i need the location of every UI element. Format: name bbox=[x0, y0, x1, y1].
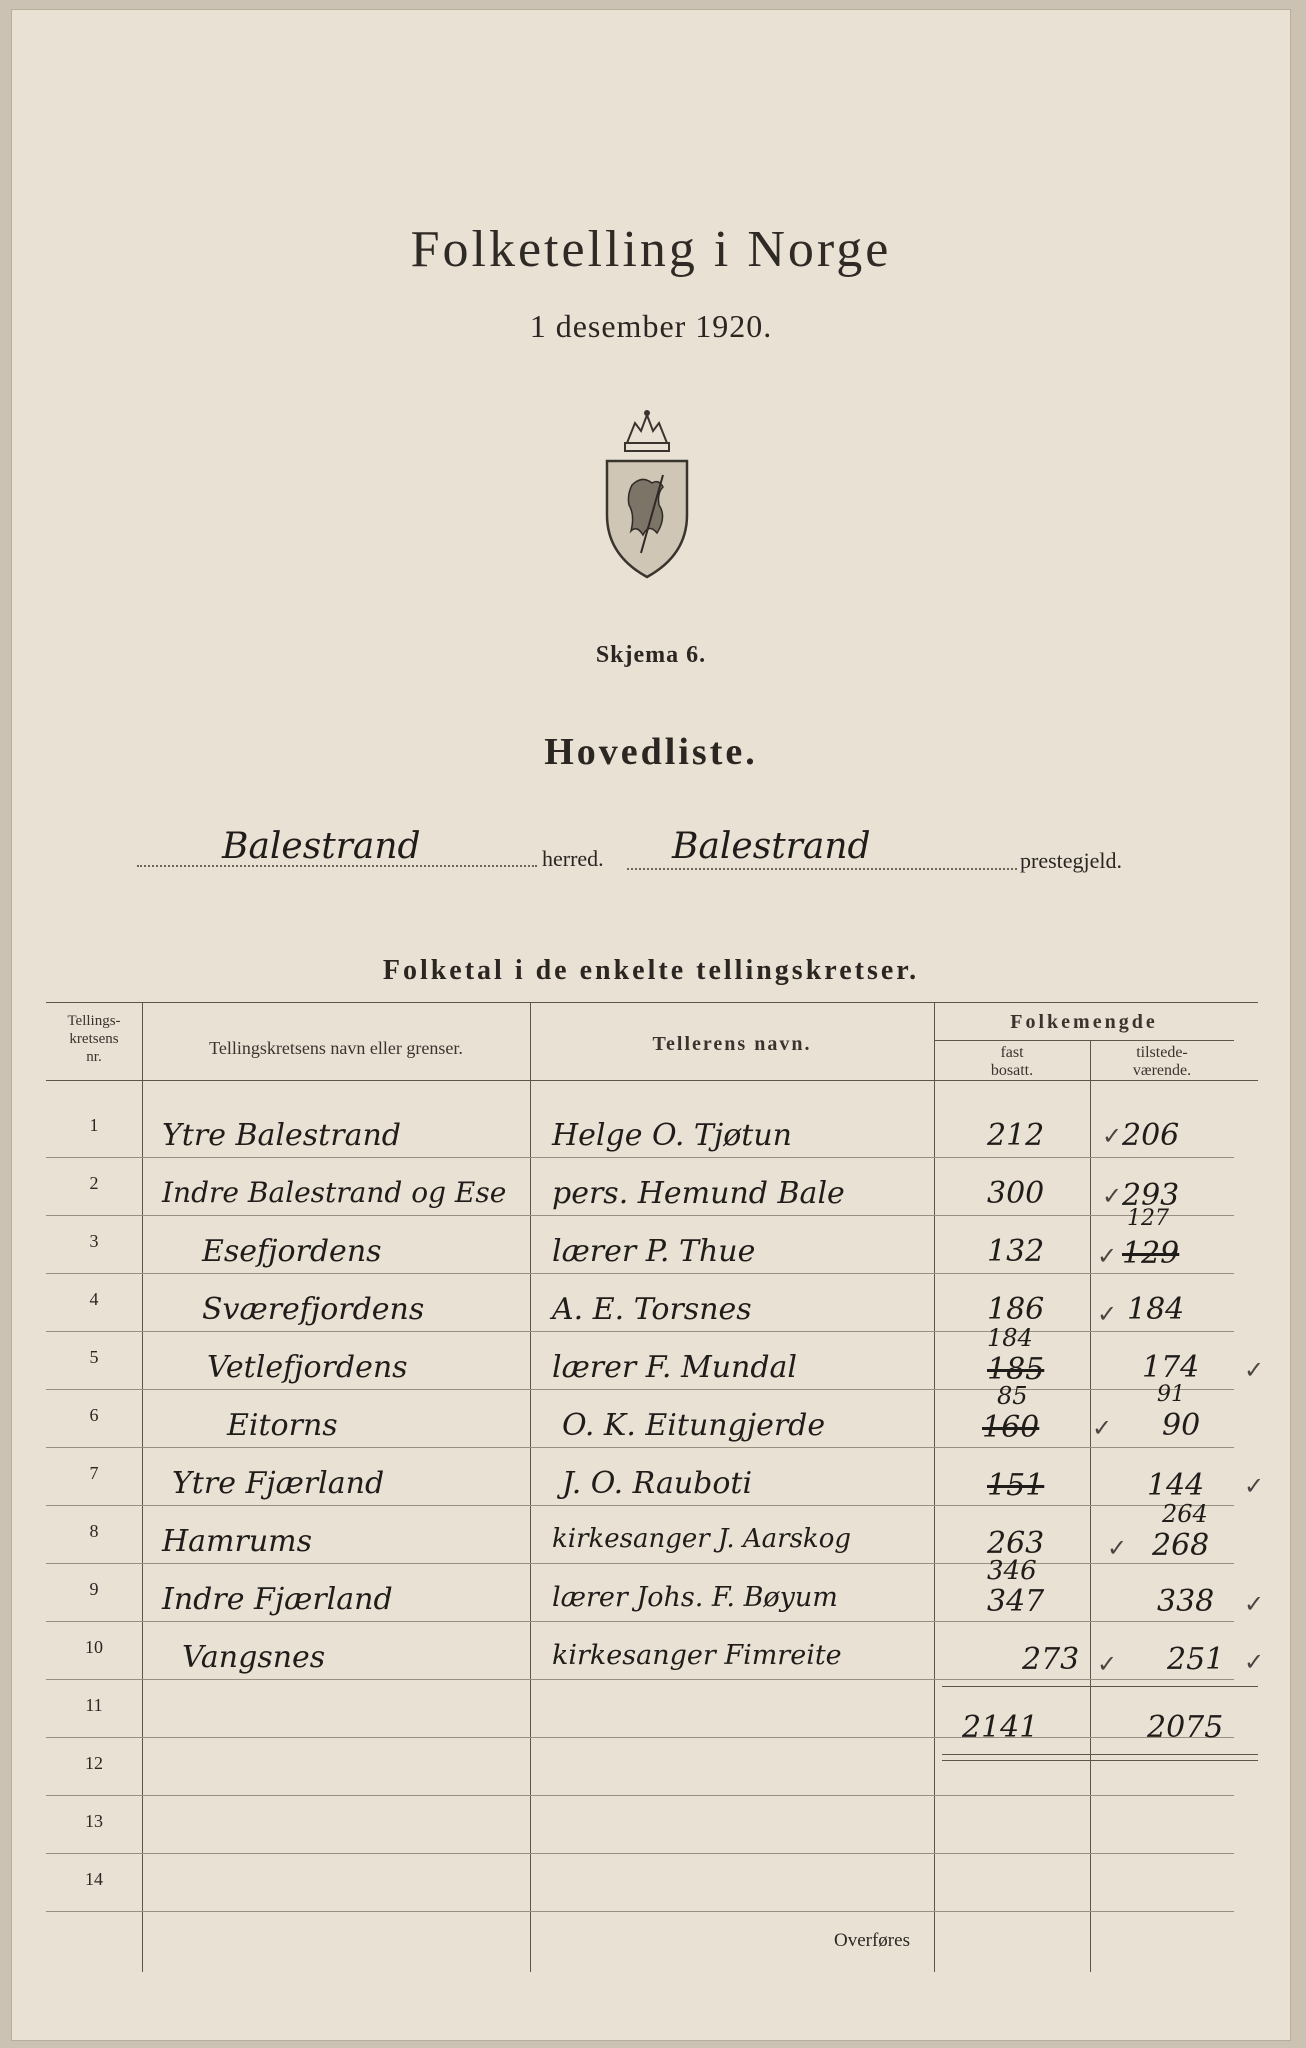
fast-bosatt-value: 132 bbox=[987, 1234, 1045, 1269]
row-nr: 5 bbox=[89, 1347, 99, 1367]
teller-name: kirkesanger Fimreite bbox=[552, 1640, 842, 1671]
district-name: Esefjordens bbox=[202, 1234, 382, 1269]
row-nr: 4 bbox=[89, 1289, 99, 1309]
fast-bosatt-correction: 346 bbox=[987, 1556, 1037, 1586]
tilstede-value: 144 bbox=[1147, 1468, 1205, 1503]
tilstede-value: 338 bbox=[1157, 1584, 1215, 1619]
row-line bbox=[46, 1273, 1234, 1274]
tilstede-value: 206 bbox=[1122, 1118, 1180, 1153]
tilstede-value: 174 bbox=[1142, 1350, 1200, 1385]
teller-name: O. K. Eitungjerde bbox=[562, 1408, 826, 1443]
carry-forward-label: Overføres bbox=[834, 1930, 910, 1951]
schema-number: Skjema 6. bbox=[595, 642, 707, 668]
norwegian-coat-of-arms-icon bbox=[597, 405, 697, 585]
total-double-line-1 bbox=[942, 1754, 1258, 1755]
fast-bosatt-total: 2141 bbox=[962, 1710, 1039, 1745]
check-mark-icon: ✓ bbox=[1097, 1302, 1118, 1328]
district-name: Ytre Balestrand bbox=[162, 1118, 401, 1153]
fast-bosatt-value: 185 bbox=[987, 1352, 1045, 1387]
fast-bosatt-correction: 85 bbox=[997, 1382, 1028, 1410]
row-line bbox=[46, 1679, 1234, 1680]
fast-bosatt-value: 151 bbox=[987, 1468, 1045, 1503]
form-date: 1 desember 1920. bbox=[529, 308, 773, 344]
tilstede-value: 129 bbox=[1122, 1236, 1180, 1271]
total-double-line-2 bbox=[942, 1760, 1258, 1761]
row-nr: 13 bbox=[85, 1811, 103, 1831]
row-line bbox=[46, 1911, 1234, 1912]
tilstede-correction: 127 bbox=[1127, 1206, 1169, 1231]
herred-value: Balestrand bbox=[222, 826, 421, 867]
check-mark-icon: ✓ bbox=[1244, 1474, 1265, 1500]
header-nr: Tellings- kretsens nr. bbox=[67, 1013, 121, 1065]
district-name: Sværefjordens bbox=[202, 1292, 425, 1327]
header-name: Tellingskretsens navn eller grenser. bbox=[209, 1038, 463, 1058]
row-line bbox=[46, 1331, 1234, 1332]
row-line bbox=[46, 1737, 1234, 1738]
check-mark-icon: ✓ bbox=[1097, 1652, 1118, 1678]
fast-bosatt-value: 160 bbox=[982, 1410, 1040, 1445]
check-mark-icon: ✓ bbox=[1102, 1124, 1123, 1150]
teller-name: Helge O. Tjøtun bbox=[552, 1118, 792, 1153]
tilstede-value: 293 bbox=[1122, 1178, 1180, 1213]
form-title: Folketelling i Norge bbox=[410, 221, 892, 278]
row-nr: 7 bbox=[89, 1463, 99, 1483]
tilstede-correction: 91 bbox=[1157, 1382, 1185, 1407]
tilstede-value: 90 bbox=[1162, 1408, 1201, 1443]
row-nr: 3 bbox=[89, 1231, 99, 1251]
table-top-border bbox=[46, 1002, 1258, 1003]
fast-bosatt-value: 300 bbox=[987, 1176, 1045, 1211]
row-line bbox=[46, 1621, 1234, 1622]
row-line bbox=[46, 1795, 1234, 1796]
row-nr: 12 bbox=[85, 1753, 103, 1773]
herred-label: herred. bbox=[542, 846, 604, 871]
district-name: Eitorns bbox=[227, 1408, 338, 1443]
fast-bosatt-correction: 184 bbox=[987, 1324, 1033, 1352]
teller-name: kirkesanger J. Aarskog bbox=[552, 1524, 851, 1554]
check-mark-icon: ✓ bbox=[1107, 1536, 1128, 1562]
tilstede-correction: 264 bbox=[1162, 1500, 1208, 1528]
sum-line bbox=[942, 1686, 1258, 1687]
census-form-sheet bbox=[12, 10, 1290, 2040]
row-nr: 8 bbox=[89, 1521, 99, 1541]
header-folkemengde: Folkemengde bbox=[1010, 1011, 1158, 1033]
teller-name: lærer Johs. F. Bøyum bbox=[552, 1582, 838, 1613]
row-nr: 9 bbox=[89, 1579, 99, 1599]
check-mark-icon: ✓ bbox=[1097, 1244, 1118, 1270]
check-mark-icon: ✓ bbox=[1244, 1358, 1265, 1384]
row-line bbox=[46, 1447, 1234, 1448]
check-mark-icon: ✓ bbox=[1102, 1184, 1123, 1210]
fast-bosatt-value: 212 bbox=[987, 1118, 1045, 1153]
teller-name: lærer F. Mundal bbox=[552, 1350, 798, 1385]
check-mark-icon: ✓ bbox=[1092, 1416, 1113, 1442]
row-nr: 1 bbox=[89, 1115, 99, 1135]
col-divider-4 bbox=[1090, 1040, 1091, 1972]
header-tilstede: tilstede- værende. bbox=[1132, 1044, 1192, 1079]
teller-name: pers. Hemund Bale bbox=[552, 1176, 845, 1211]
list-heading: Hovedliste. bbox=[544, 731, 758, 773]
tilstede-value: 251 bbox=[1167, 1642, 1225, 1677]
row-line bbox=[46, 1157, 1234, 1158]
teller-name: lærer P. Thue bbox=[552, 1234, 756, 1269]
row-line bbox=[46, 1563, 1234, 1564]
row-nr: 10 bbox=[85, 1637, 103, 1657]
fast-bosatt-value: 273 bbox=[1022, 1642, 1080, 1677]
check-mark-icon: ✓ bbox=[1244, 1592, 1265, 1618]
district-name: Hamrums bbox=[162, 1524, 312, 1559]
district-name: Indre Balestrand og Ese bbox=[162, 1176, 507, 1209]
tilstede-value: 184 bbox=[1127, 1292, 1185, 1327]
section-title: Folketal i de enkelte tellingskretser. bbox=[382, 955, 920, 986]
check-mark-icon: ✓ bbox=[1244, 1650, 1265, 1676]
table-header-border bbox=[46, 1080, 1258, 1081]
row-line bbox=[46, 1505, 1234, 1506]
fast-bosatt-value: 186 bbox=[987, 1292, 1045, 1327]
row-line bbox=[46, 1853, 1234, 1854]
col-divider-2 bbox=[530, 1002, 531, 1972]
tilstede-value: 268 bbox=[1152, 1528, 1210, 1563]
header-teller: Tellerens navn. bbox=[652, 1033, 812, 1055]
row-nr: 14 bbox=[85, 1869, 103, 1889]
row-line bbox=[46, 1389, 1234, 1390]
district-name: Ytre Fjærland bbox=[172, 1466, 385, 1501]
prestegjeld-value: Balestrand bbox=[672, 826, 871, 867]
district-name: Vangsnes bbox=[182, 1640, 326, 1675]
col-divider-3 bbox=[934, 1002, 935, 1972]
fast-bosatt-value: 347 bbox=[987, 1584, 1045, 1619]
teller-name: J. O. Rauboti bbox=[562, 1466, 753, 1501]
row-nr: 2 bbox=[89, 1173, 99, 1193]
header-fast-bosatt: fast bosatt. bbox=[990, 1044, 1034, 1079]
row-line bbox=[46, 1215, 1234, 1216]
row-nr: 11 bbox=[85, 1695, 103, 1715]
district-name: Vetlefjordens bbox=[207, 1350, 408, 1385]
folkemengde-subheader-line bbox=[934, 1040, 1234, 1041]
row-nr: 6 bbox=[89, 1405, 99, 1425]
prestegjeld-label: prestegjeld. bbox=[1020, 848, 1123, 873]
district-name: Indre Fjærland bbox=[162, 1582, 393, 1617]
tilstede-total: 2075 bbox=[1147, 1710, 1224, 1745]
col-divider-1 bbox=[142, 1002, 143, 1972]
teller-name: A. E. Torsnes bbox=[552, 1292, 752, 1327]
prestegjeld-dotted-line bbox=[627, 868, 1017, 870]
fast-bosatt-value: 263 bbox=[987, 1526, 1045, 1561]
